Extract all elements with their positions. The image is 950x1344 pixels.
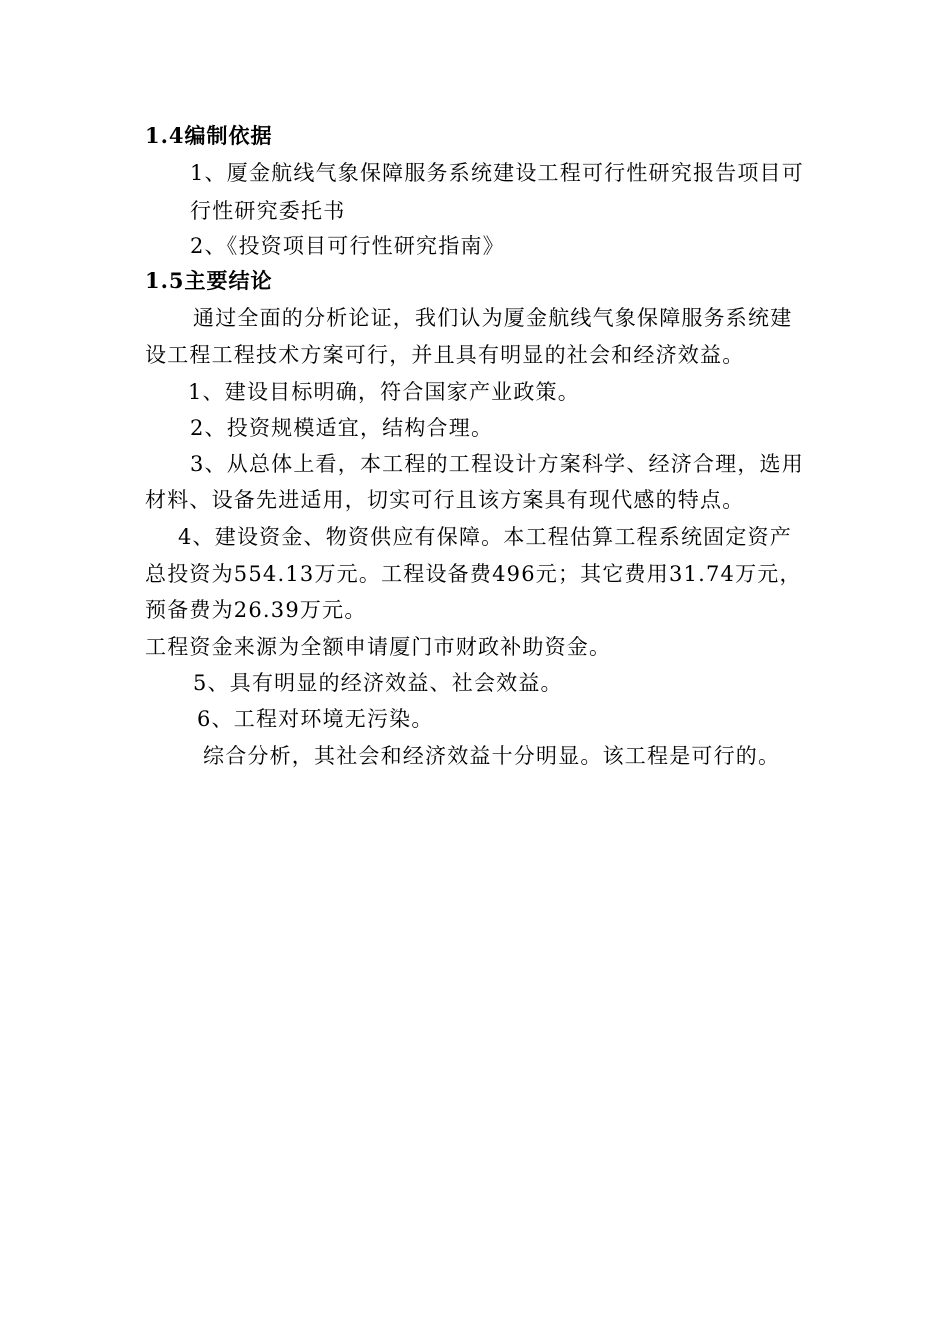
- basis-item-2: 2、《投资项目可行性研究指南》: [190, 234, 505, 258]
- basis-item-1-line-1: 1、厦金航线气象保障服务系统建设工程可行性研究报告项目可: [190, 161, 804, 185]
- section-heading-1-4: 1.4编制依据: [145, 123, 273, 148]
- section-heading-1-5: 1.5主要结论: [145, 268, 273, 293]
- funding-source: 工程资金来源为全额申请厦门市财政补助资金。: [145, 635, 612, 659]
- conclusion-point-1: 1、建设目标明确，符合国家产业政策。: [188, 380, 580, 404]
- conclusion-intro-line-1: 通过全面的分析论证，我们认为厦金航线气象保障服务系统建: [193, 306, 793, 330]
- conclusion-point-4-line-1: 4、建设资金、物资供应有保障。本工程估算工程系统固定资产: [178, 525, 792, 549]
- conclusion-point-6: 6、工程对环境无污染。: [197, 707, 434, 731]
- conclusion-point-4-line-2: 总投资为554.13万元。工程设备费496元；其它费用31.74万元，: [145, 562, 802, 586]
- conclusion-intro-line-2: 设工程工程技术方案可行，并且具有明显的社会和经济效益。: [145, 343, 745, 367]
- conclusion-point-3-line-2: 材料、设备先进适用，切实可行且该方案具有现代感的特点。: [145, 488, 745, 512]
- basis-item-1-line-2: 行性研究委托书: [190, 199, 346, 223]
- conclusion-point-4-line-3: 预备费为26.39万元。: [145, 598, 367, 622]
- conclusion-point-5: 5、具有明显的经济效益、社会效益。: [193, 671, 563, 695]
- conclusion-point-2: 2、投资规模适宜，结构合理。: [190, 416, 494, 440]
- conclusion-point-3-line-1: 3、从总体上看，本工程的工程设计方案科学、经济合理，选用: [190, 452, 804, 476]
- conclusion-summary: 综合分析，其社会和经济效益十分明显。该工程是可行的。: [203, 744, 781, 768]
